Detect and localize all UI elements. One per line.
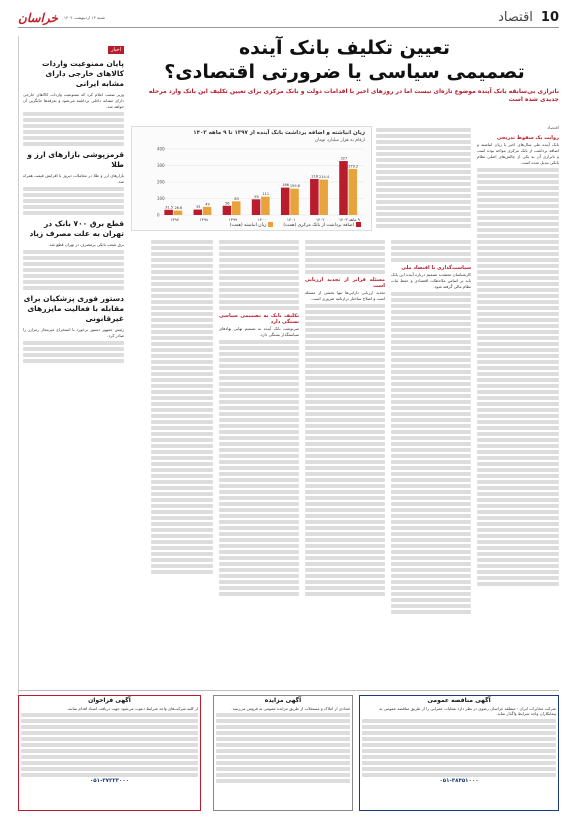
bar-data-label: 166 — [282, 183, 289, 188]
legend-item: اضافه برداشت از بانک مرکزی (همت) — [283, 222, 361, 228]
bar-data-label: 33 — [195, 205, 201, 210]
bar — [223, 206, 232, 215]
bar — [319, 180, 328, 215]
x-tick-label: ۱۳۹۹ — [228, 217, 238, 222]
dateline: شنبه ۱۳ اردیبهشت ۱۴۰۴ — [63, 15, 106, 20]
sidebar-story-title: قرمزپوشی بازارهای ارز و طلا — [27, 150, 124, 169]
article-subhead: سیاست‌گذاری یا اقتصاد ملی — [401, 265, 471, 271]
bar-data-label: 95 — [254, 194, 259, 199]
article-subhead: مسئله فراتر از تجدید ارزیابی است — [305, 277, 385, 289]
sidebar-story-text: وزیر صمت اعلام کرد که ممنوعیت واردات کالاهای خارجی دارای مشابه داخلی برداشته می‌شود و تعرفه‌ها جایگزین آن خواهد شد. — [23, 92, 124, 109]
section-name: اقتصاد — [498, 10, 533, 25]
article-column-2 — [391, 238, 471, 684]
ad-phone: ۰۵۱-۳۷۲۲۳۰۰۰ — [89, 778, 130, 784]
masthead — [18, 11, 154, 25]
bar — [290, 189, 299, 215]
article-subhead: روایت یک سقوط تدریجی — [496, 135, 559, 141]
chart-legend — [230, 222, 361, 228]
bar-data-label: 83 — [234, 196, 239, 201]
auction-ad — [213, 695, 353, 811]
bar-data-label: 111 — [262, 192, 270, 197]
bar — [174, 211, 183, 215]
sidebar-story-title: قطع برق ۷۰۰ بانک در تهران به علت مصرف زیاد — [29, 219, 124, 238]
y-tick-label: 300 — [157, 163, 165, 168]
headline-area — [130, 36, 559, 104]
x-tick-label: ۱۴۰۱ — [286, 217, 296, 222]
call-ad — [18, 695, 201, 811]
article-subhead: تکلیف بانک به تصمیمی سیاسی بستگی دارد — [219, 313, 299, 325]
x-tick-label: ۱۳۹۷ — [170, 217, 179, 222]
y-tick-label: 0 — [157, 212, 160, 218]
page-header — [18, 8, 559, 28]
x-tick-label: ۱۴۰۰ — [257, 217, 267, 222]
bar — [203, 207, 212, 215]
bar — [194, 210, 203, 215]
y-tick-label: 400 — [157, 146, 165, 152]
bar — [310, 179, 319, 215]
sidebar-story-title: دستور فوری پزشکیان برای مقابله با فعالیت مایزرهای غیرقانونی — [23, 294, 124, 323]
ad-title: آگهی فراخوان — [88, 697, 131, 704]
bar — [349, 169, 358, 215]
ad-phone: ۰۵۱-۳۸۴۵۱۰۰۰ — [439, 777, 479, 784]
news-sidebar — [18, 36, 124, 694]
bar — [261, 197, 270, 215]
y-tick-label: 200 — [157, 179, 165, 185]
article-text: بانک آینده طی سال‌های اخیر با زیان انباشته و اضافه برداشت از بانک مرکزی مواجه بوده است و ناترازی آن به یکی از چالش‌های اصلی نظام بانکی تبدیل شده است. — [477, 142, 559, 165]
bar — [164, 210, 173, 215]
ad-text: از کلیه شرکت‌های واجد شرایط دعوت می‌شود جهت دریافت اسناد اقدام نمایند. — [66, 705, 198, 711]
ad-text: تعدادی از املاک و مستغلات از طریق مزایده عمومی به فروش می‌رسد. — [231, 705, 350, 711]
lead-text: ناترازی بی‌سابقه بانک آینده موضوع تازه‌ای نیست اما در روزهای اخیر با اقدامات دولت و بانک مرکزی برای تعیین تکلیف این بانک وارد مرحله جدیدی شده است — [148, 88, 559, 103]
bar — [232, 201, 241, 215]
bar-data-label: 49 — [205, 202, 210, 207]
chart-subtitle: ارقام به هزار میلیارد تومان — [314, 138, 365, 143]
newspaper-logo: خراسان — [18, 10, 58, 25]
bar-data-label: 31.5 — [165, 205, 173, 210]
x-tick-label: ۱۴۰۲ — [315, 217, 325, 222]
article-text: تجدید ارزیابی دارایی‌ها تنها بخشی از مسئله است و اصلاح ساختار ترازنامه ضروری است. — [305, 290, 385, 301]
sidebar-story-title: پایان ممنوعیت واردات کالاهای خارجی دارای مشابه ایرانی — [42, 59, 124, 88]
article-text: کارشناسان معتقدند تصمیم درباره آینده این بانک باید بر اساس ملاحظات اقتصادی و حفظ ثبات نظام مالی گرفته شود. — [391, 272, 471, 289]
x-tick-label: ۱۳۹۸ — [199, 217, 209, 222]
article-text: سرنوشت بانک آینده به تصمیم نهایی نهادهای سیاستگذار بستگی دارد. — [219, 326, 299, 337]
tender-ad — [359, 695, 559, 811]
bar-data-label: 214.4 — [319, 175, 330, 180]
ad-text: شرکت مخابرات ایران - منطقه خراسان رضوی در نظر دارد عملیات عمرانی را از طریق مناقصه عمومی به پیمانکاران واجد شرایط واگذار نماید. — [379, 705, 556, 716]
y-tick-label: 100 — [157, 196, 165, 201]
section-label — [498, 10, 559, 25]
sidebar-story-text: بازارهای ارز و طلا در معاملات دیروز با افزایش قیمت همراه شد. — [23, 173, 124, 184]
bar-data-label: 26.6 — [174, 206, 183, 211]
bar-data-label: 279.2 — [348, 164, 359, 169]
headline-line1: تعیین تکلیف بانک آینده — [238, 37, 451, 59]
sidebar-story-text: رئیس جمهور دستور برخورد با استخراج غیرمجاز رمزارز را صادر کرد. — [23, 327, 124, 338]
bar — [252, 199, 261, 215]
article-column-3 — [305, 238, 385, 684]
bar-data-label: 327 — [340, 156, 348, 161]
ads-section — [18, 690, 559, 814]
chart-title: زیان انباشته و اضافه برداشت بانک آینده از ۱۳۹۷ تا ۹ ماهه ۱۴۰۳ — [193, 130, 365, 136]
ad-title: آگهی مناقصه عمومی — [427, 697, 491, 704]
chart-plot — [132, 127, 373, 232]
byline: اقتصاد — [546, 126, 559, 131]
bar-data-label: 218 — [311, 174, 319, 179]
bar-data-label: 56 — [225, 201, 230, 206]
article-column-1 — [477, 126, 559, 686]
sidebar-story-text: برق شعب بانکی پرمصرف در تهران قطع شد. — [48, 242, 124, 247]
bar — [339, 161, 348, 215]
legend-item: زیان انباشته (همت) — [230, 222, 274, 228]
bar — [281, 188, 290, 215]
article-column-4 — [219, 238, 299, 684]
ad-title: آگهی مزایده — [264, 697, 302, 704]
sidebar-tag: اخبار — [108, 46, 124, 54]
article-column-5 — [151, 238, 213, 684]
bar-chart — [131, 126, 372, 231]
page-number: 10 — [540, 10, 559, 25]
x-tick-label: ۹ ماهه ۱۴۰۳ — [338, 217, 360, 222]
bar-data-label: 159.6 — [289, 184, 300, 189]
headline-line2: تصمیمی سیاسی یا ضرورتی اقتصادی؟ — [164, 61, 525, 83]
article-intro-column — [376, 126, 471, 226]
